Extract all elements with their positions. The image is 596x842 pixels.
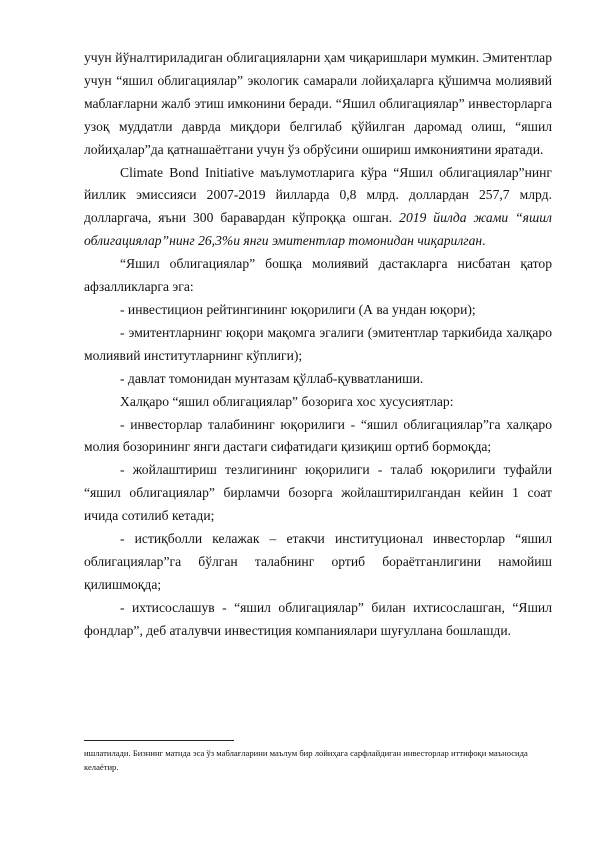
footnote-divider (84, 740, 234, 741)
list-item: - истиқболли келажак – етакчи институционал инвесторлар “яшил облигациялар”га бўлган талабнинг ортиб бораётганлигини намойиш қилишмоқда; (84, 531, 552, 592)
paragraph (84, 162, 552, 254)
body-text (84, 47, 552, 643)
list-item: - эмитентларнинг юқори мақомга эгалиги (эмитентлар таркибида халқаро молиявий институтларнинг кўплиги); (84, 324, 552, 363)
list-item: - ихтисослашув - “яшил облигациялар” билан ихтисослашган, “Яшил фондлар”, деб аталувчи инвестиция компаниялари шуғуллана бошлашди. (84, 599, 552, 638)
paragraph: “Яшил облигациялар” бошқа молиявий дастакларга нисбатан қатор афзалликларга эга: (84, 256, 552, 295)
paragraph: Халқаро “яшил облигациялар” бозорига хос хусусиятлар: (120, 393, 454, 409)
list-item: - жойлаштириш тезлигининг юқорилиги - талаб юқорилиги туфайли “яшил облигациялар” бирламчи бозорга жойлаштирилгандан кейин 1 соат ичида сотилиб кетади; (84, 462, 552, 524)
paragraph: учун йўналтириладиган облигацияларни ҳам чиқаришлари мумкин. Эмитентлар учун “яшил облигациялар” экологик самарали лойиҳаларга қўшимча молиявий маблағларни жалб этиш имконини беради. “Яшил облигациялар” инвесторларга узоқ муддатли даврда миқдори белгилаб қўйилган даромад олиш, “яшил лойиҳалар”да қатнашаётгани учун ўз обрўсини ошириш имкониятини яратади. (84, 50, 552, 157)
paragraph-tail: . (482, 233, 486, 249)
footnote: ишлатилади. Бизнинг матнда эса ўз маблағларини маълум бир лойиҳага сарфлайдиган инвесторлар иттифоқи маъносида келаётир. (84, 748, 528, 772)
list-item: - инвесторлар талабининг юқорилиги - “яшил облигациялар”га халқаро молия бозорининг янги дастаги сифатидаги қизиқиш ортиб бормоқда; (84, 416, 552, 455)
paragraph-italic-text: 2019 йилда жами “яшил облигациялар”нинг 26,3%и янги эмитентлар томонидан чиқарилган (84, 210, 552, 249)
list-item: - давлат томонидан мунтазам қўллаб-қувватланиши. (120, 370, 424, 386)
list-item: - инвестицион рейтингининг юқорилиги (А ва ундан юқори); (120, 301, 476, 317)
paragraph-text: Climate Bond Initiative маълумотларига кўра “Яшил облигациялар”нинг йиллик эмиссияси 2007-2019 йилларда 0,8 млрд. доллардан 257,7 млрд. долларгача, яъни 300 баравардан кўпроққа ошган. (84, 164, 552, 226)
